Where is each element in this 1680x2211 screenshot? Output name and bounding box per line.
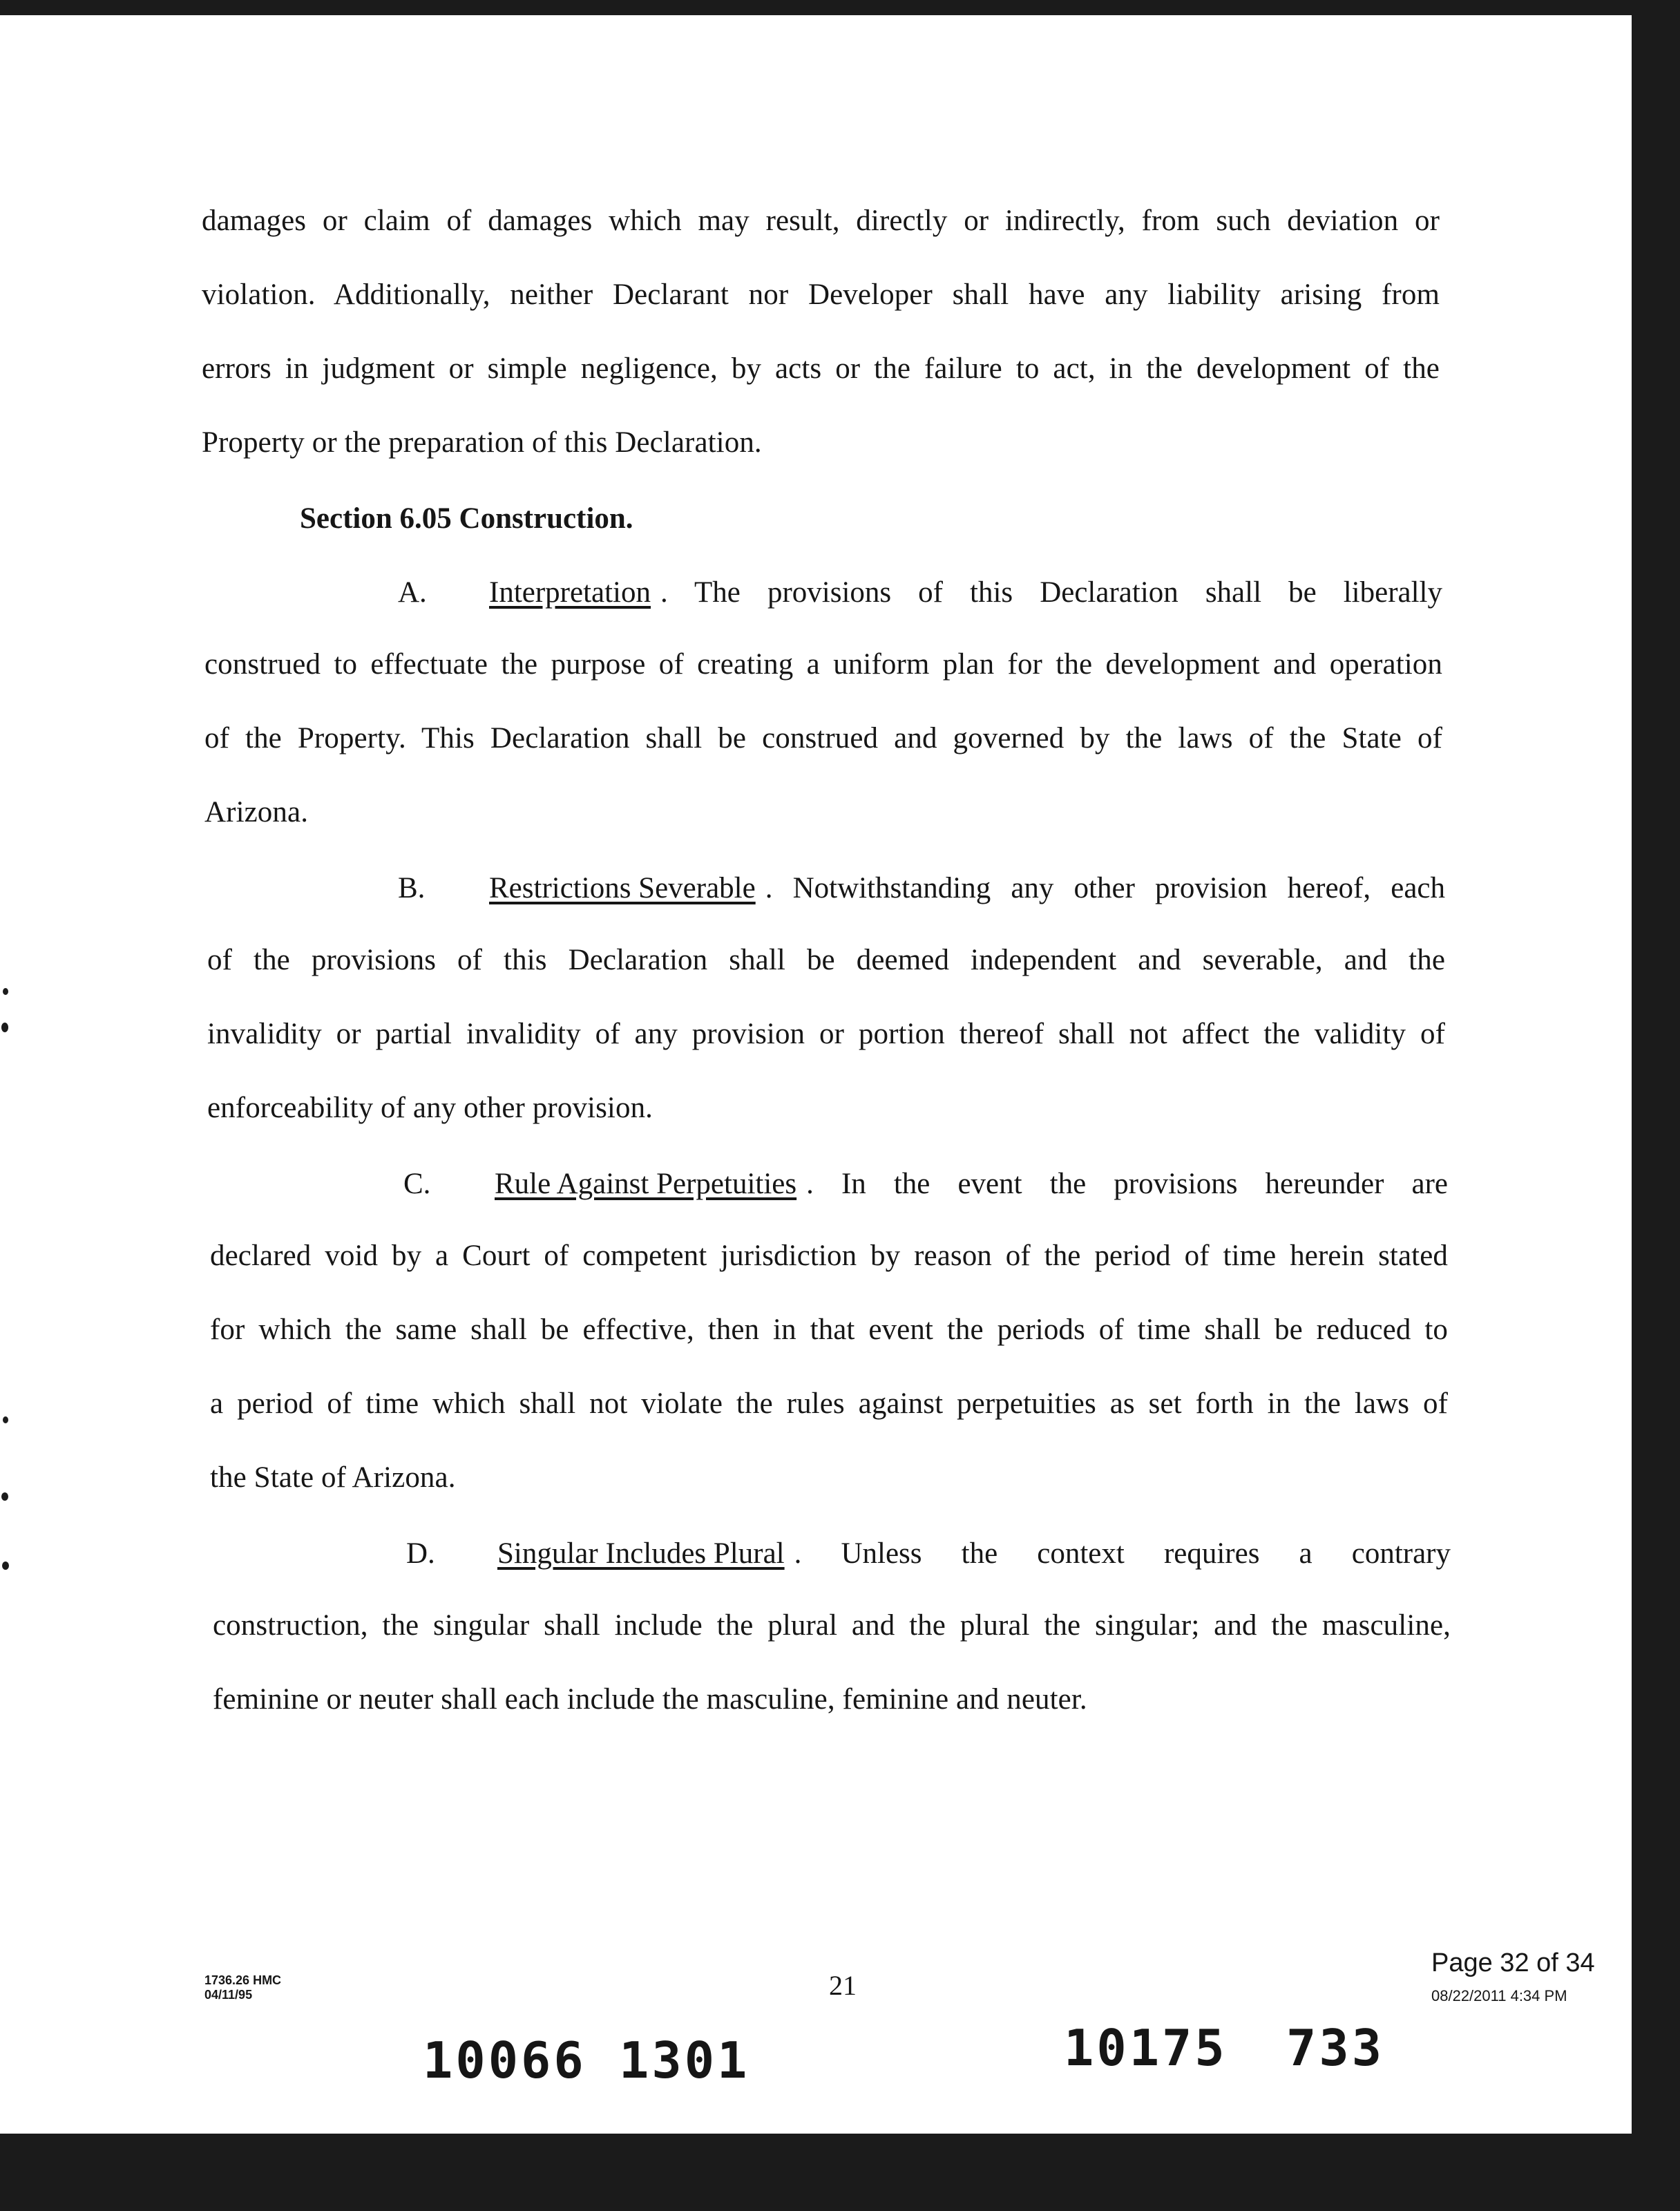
footer-code-line: 04/11/95 — [204, 1987, 253, 2002]
item-first-line-rest: . Unless the context requires a contrary — [794, 1537, 1451, 1570]
section-heading: Section 6.05 Construction. — [300, 502, 633, 535]
body-line: a period of time which shall not violate the rules against perpetuities as set forth in the laws of — [210, 1387, 1448, 1420]
item-first-line-rest: . The provisions of this Declaration shall be liberally — [660, 576, 1442, 609]
body-line: Arizona. — [204, 796, 309, 828]
page-of-stamp: Page 32 of 34 — [1431, 1948, 1595, 1977]
item-a-header — [398, 576, 1442, 609]
body-line: violation. Additionally, neither Declarant nor Developer shall have any liability arising from — [202, 278, 1440, 311]
body-line: errors in judgment or simple negligence, by acts or the failure to act, in the development of the — [202, 352, 1440, 385]
item-title: Rule Against Perpetuities — [495, 1168, 797, 1200]
body-line: Property or the preparation of this Declaration. — [202, 426, 762, 459]
item-d-header — [406, 1537, 1451, 1571]
footer-document-code — [204, 1973, 281, 2002]
item-b-header — [398, 871, 1445, 905]
item-letter: C. — [403, 1168, 431, 1200]
body-line: declared void by a Court of competent jurisdiction by reason of the period of time herein stated — [210, 1240, 1448, 1272]
item-c-header — [403, 1167, 1448, 1201]
body-line: damages or claim of damages which may result, directly or indirectly, from such deviation or — [202, 205, 1440, 237]
item-letter: A. — [398, 576, 427, 609]
body-line: enforceability of any other provision. — [207, 1092, 653, 1124]
recording-number: 733 — [1286, 2019, 1385, 2077]
item-title: Interpretation — [489, 576, 651, 609]
print-timestamp: 08/22/2011 4:34 PM — [1431, 1987, 1567, 2004]
scan-border-bottom — [0, 2134, 1680, 2211]
footer-page-number: 21 — [829, 1970, 857, 2001]
item-title: Singular Includes Plural — [497, 1537, 785, 1570]
scan-border-right — [1632, 0, 1680, 2211]
item-first-line-rest: . Notwithstanding any other provision hereof, each — [765, 872, 1445, 904]
item-letter: D. — [406, 1537, 435, 1570]
body-line: of the Property. This Declaration shall be construed and governed by the laws of the State of — [204, 722, 1442, 755]
item-first-line-rest: . In the event the provisions hereunder are — [806, 1168, 1448, 1200]
body-line: of the provisions of this Declaration shall be deemed independent and severable, and the — [207, 944, 1445, 976]
footer-code-line: 1736.26 HMC — [204, 1973, 282, 1987]
recording-number: 1301 — [619, 2031, 750, 2089]
body-line: the State of Arizona. — [210, 1461, 456, 1494]
body-line: for which the same shall be effective, then in that event the periods of time shall be reduced to — [210, 1313, 1448, 1346]
body-line: construed to effectuate the purpose of creating a uniform plan for the development and operation — [204, 648, 1442, 681]
recording-number: 10066 — [423, 2031, 586, 2089]
recording-number: 10175 — [1064, 2019, 1228, 2077]
body-line: feminine or neuter shall each include the masculine, feminine and neuter. — [213, 1683, 1087, 1716]
body-line: construction, the singular shall include the plural and the plural the singular; and the masculine, — [213, 1609, 1451, 1642]
item-title: Restrictions Severable — [489, 872, 756, 904]
item-letter: B. — [398, 872, 426, 904]
body-line: invalidity or partial invalidity of any provision or portion thereof shall not affect the validity of — [207, 1018, 1445, 1050]
